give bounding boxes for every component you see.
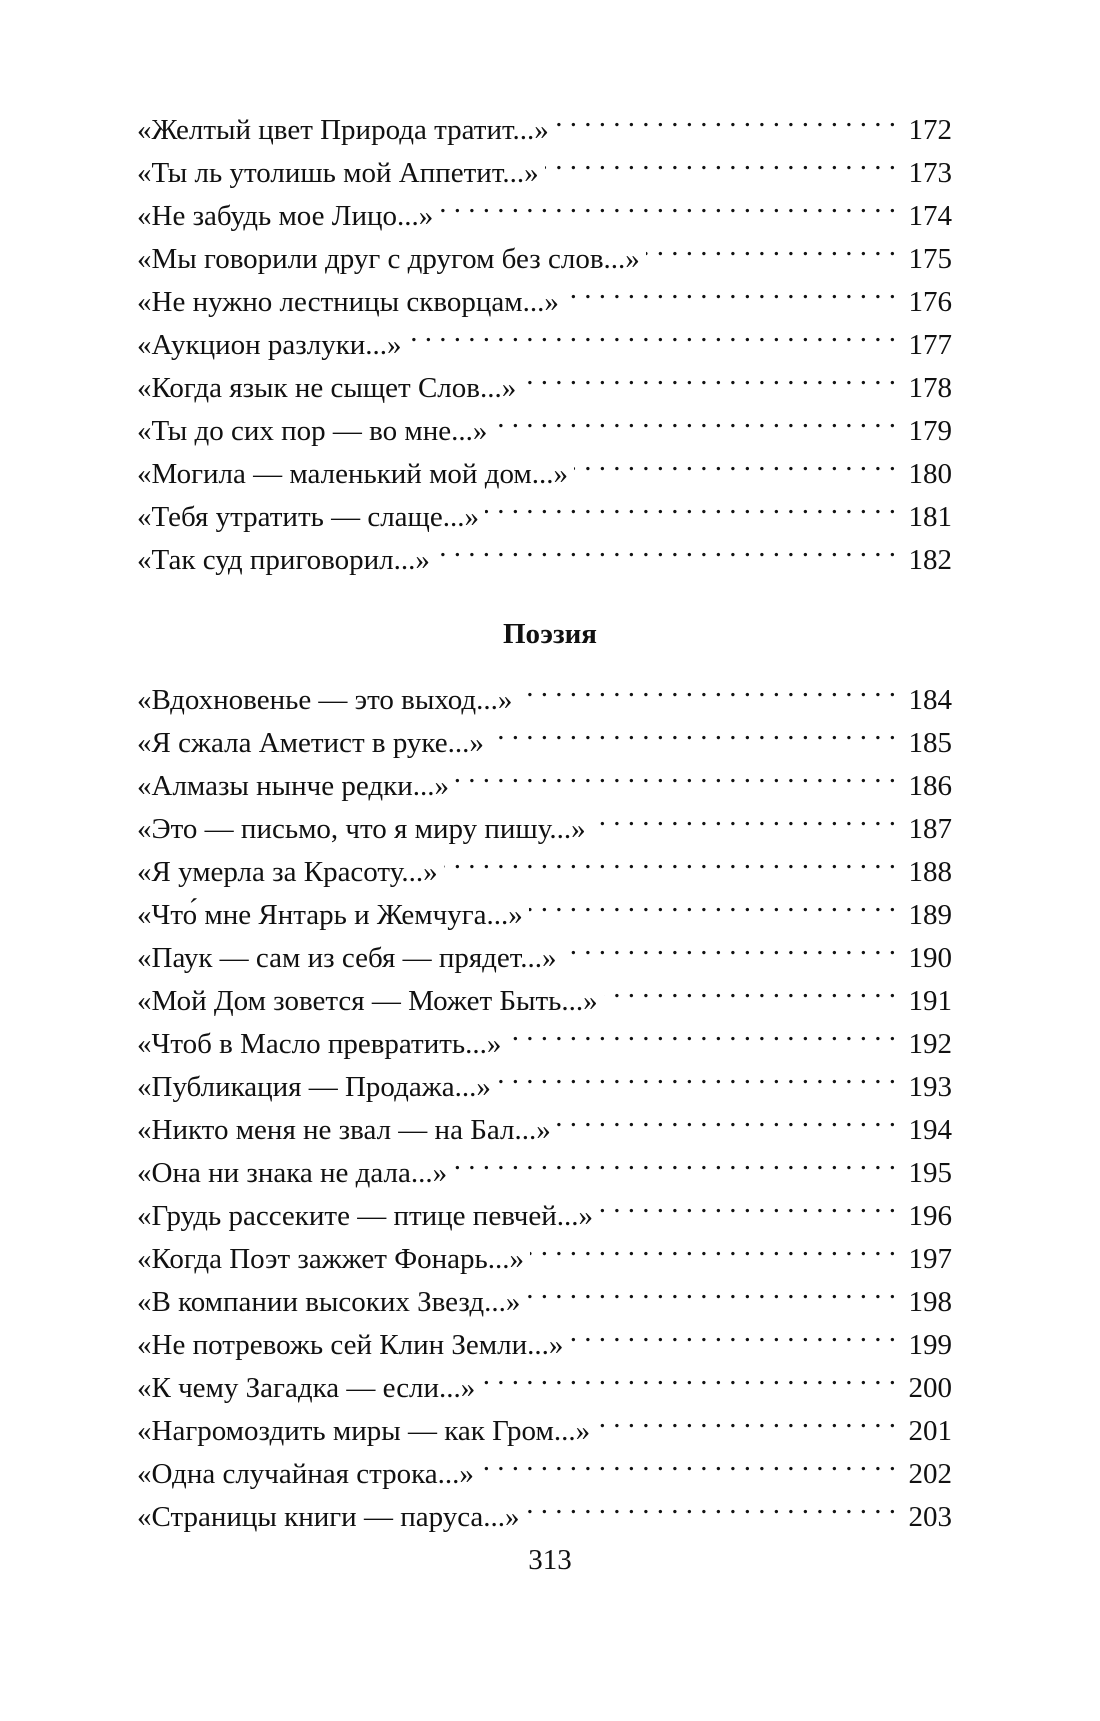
toc-entry-page: 172 [908,114,952,146]
dot-leader [569,1311,896,1354]
dot-leader [507,1010,896,1053]
dot-leader [557,1096,896,1139]
toc-entry-page: 189 [908,899,952,931]
toc-entry-page: 200 [908,1372,952,1404]
toc-entry-title: «Никто меня не звал — на Бал...» [137,1114,551,1146]
toc-entry-title: «Паук — сам из себя — прядет...» [137,942,557,974]
toc-entry-title: «К чему Загадка — если...» [137,1372,476,1404]
dot-leader [529,881,896,924]
toc-entry-page: 187 [908,813,952,845]
section-heading: Поэзия [503,618,597,650]
toc-entry-page: 201 [908,1415,952,1447]
toc-list-first [137,96,952,576]
dot-leader [526,1268,896,1311]
toc-entry-page: 196 [908,1200,952,1232]
dot-leader [480,1440,896,1483]
toc-entry-title: «Это — письмо, что я миру пишу...» [137,813,586,845]
toc-entry-page: 197 [908,1243,952,1275]
toc-entry-page: 174 [908,200,952,232]
toc-entry-title: «Публикация — Продажа...» [137,1071,491,1103]
toc-entry-title: «Чтоб в Масло превратить...» [137,1028,502,1060]
dot-leader [526,1483,896,1526]
dot-leader [530,1225,896,1268]
dot-leader [563,924,896,967]
toc-entry-title: «Страницы книги — паруса...» [137,1501,520,1533]
dot-leader [574,440,896,483]
toc-entry-title: «Одна случайная строка...» [137,1458,474,1490]
toc-entry-page: 176 [908,286,952,318]
dot-leader [599,1182,896,1225]
dot-leader [518,666,896,709]
dot-leader [408,311,896,354]
toc-entry-title: «Желтый цвет Природа тратит...» [137,114,549,146]
dot-leader [596,1397,896,1440]
toc-entry-page: 185 [908,727,952,759]
dot-leader [493,397,896,440]
toc-entry-page: 182 [908,544,952,576]
toc-entry-title: «Ты ль утолишь мой Аппетит...» [137,157,539,189]
dot-leader [455,752,896,795]
toc-entry-page: 193 [908,1071,952,1103]
toc-entry-title: «Не забудь мое Лицо...» [137,200,434,232]
toc-entry-page: 198 [908,1286,952,1318]
toc-entry-page: 188 [908,856,952,888]
toc-entry-title: «Что́ мне Янтарь и Жемчуга...» [137,899,523,931]
toc-entry-title: «Аукцион разлуки...» [137,329,402,361]
toc-entry-page: 192 [908,1028,952,1060]
toc-entry-page: 175 [908,243,952,275]
toc-entry-title: «Не нужно лестницы скворцам...» [137,286,559,318]
dot-leader [453,1139,896,1182]
dot-leader [444,838,896,881]
dot-leader [439,182,896,225]
toc-entry-page: 194 [908,1114,952,1146]
toc-entry-title: «Ты до сих пор — во мне...» [137,415,488,447]
dot-leader [646,225,896,268]
toc-list-second [137,666,952,1533]
toc-entry-title: «Могила — маленький мой дом...» [137,458,568,490]
toc-entry-page: 203 [908,1501,952,1533]
toc-entry-page: 199 [908,1329,952,1361]
page-number: 313 [528,1544,572,1576]
toc-entry-title: «Алмазы нынче редки...» [137,770,449,802]
toc-entry-page: 177 [908,329,952,361]
toc-entry-title: «Грудь рассеките — птице певчей...» [137,1200,594,1232]
toc-entry-title: «Когда язык не сыщет Слов...» [137,372,517,404]
dot-leader [604,967,896,1010]
toc-entry-title: «В компании высоких Звезд...» [137,1286,521,1318]
toc-entry-page: 180 [908,458,952,490]
toc-entry-page: 191 [908,985,952,1017]
toc-entry-page: 186 [908,770,952,802]
toc-entry-title: «Я умерла за Красоту...» [137,856,438,888]
dot-leader [481,1354,896,1397]
toc-entry-page: 178 [908,372,952,404]
toc-entry-page: 190 [908,942,952,974]
toc-entry-title: «Когда Поэт зажжет Фонарь...» [137,1243,524,1275]
dot-leader [436,526,896,569]
toc-entry-title: «Не потревожь сей Клин Земли...» [137,1329,564,1361]
dot-leader [490,709,896,752]
toc-entry-title: «Так суд приговорил...» [137,544,430,576]
dot-leader [522,354,896,397]
dot-leader [555,96,896,139]
toc-entry-title: «Вдохновенье — это выход...» [137,684,513,716]
toc-entry-title: «Она ни знака не дала...» [137,1157,448,1189]
toc-entry-page: 202 [908,1458,952,1490]
toc-entry [137,96,952,146]
toc-entry-page: 181 [908,501,952,533]
toc-entry-title: «Мы говорили друг с другом без слов...» [137,243,640,275]
dot-leader [545,139,896,182]
toc-entry-page: 179 [908,415,952,447]
dot-leader [565,268,896,311]
toc-entry-page: 184 [908,684,952,716]
toc-entry-title: «Мой Дом зовется — Может Быть...» [137,985,598,1017]
dot-leader [497,1053,896,1096]
toc-entry-title: «Я сжала Аметист в руке...» [137,727,484,759]
dot-leader [592,795,896,838]
dot-leader [485,483,896,526]
toc-entry [137,666,952,716]
toc-entry-title: «Тебя утратить — слаще...» [137,501,480,533]
toc-entry-page: 195 [908,1157,952,1189]
toc-entry-title: «Нагромоздить миры — как Гром...» [137,1415,591,1447]
toc-entry-page: 173 [908,157,952,189]
